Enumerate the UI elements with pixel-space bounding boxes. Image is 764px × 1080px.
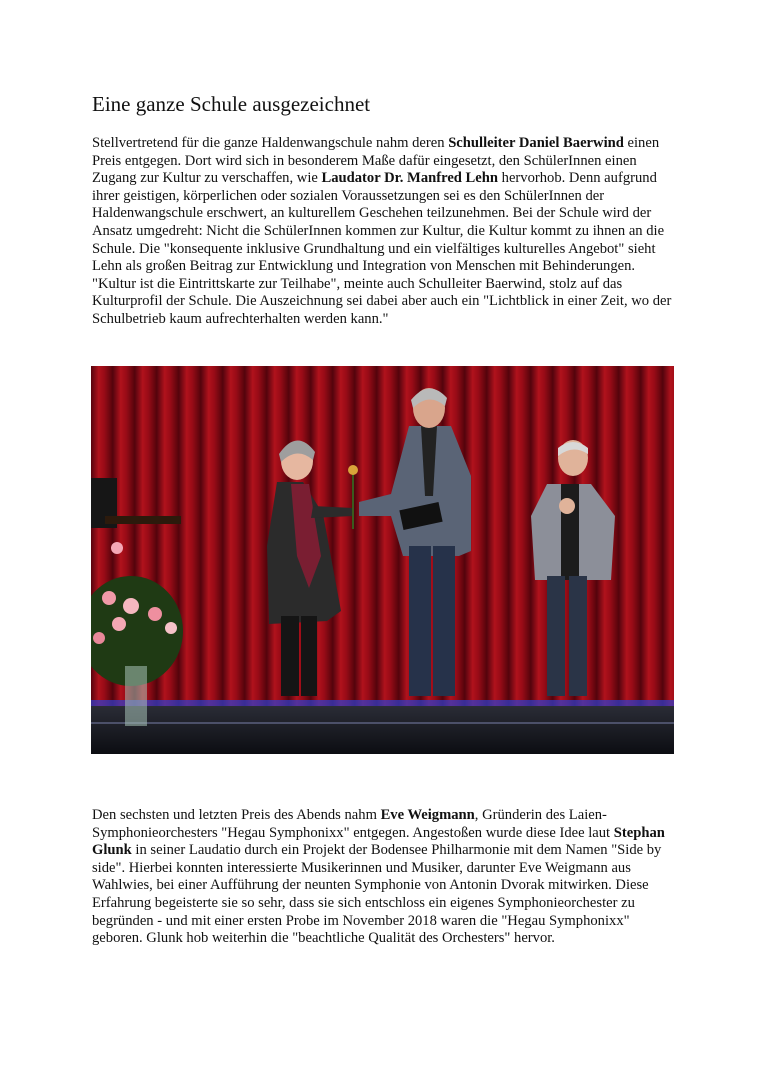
para2-text-1: Den sechsten und letzten Preis des Abends nahm bbox=[92, 807, 381, 823]
para1-text-2: einen Preis entgegen. Dort wird sich in besonderem Maße dafür eingesetzt, den SchülerInnen einen Zugang zur Kultur zu verschaffen, wie bbox=[92, 135, 660, 187]
paragraph-school-award bbox=[92, 135, 677, 329]
para1-text-3: hervorhob. Denn aufgrund ihrer geistigen, körperlichen oder sozialen Voraussetzungen sei es den SchülerInnen der Haldenwangschule erschwert, an kulturellem Geschehen teilzunehmen. Bei der Schule wird der Ansatz umgedreht: Nicht die SchülerInnen kommen zur Kultur, die Kultur kommt zu ihnen an die Schule. Die "konsequente inklusive Grundhaltung und ein vielfältiges kulturelles Angebot" sieht Lehn als großen Beitrag zur Entwicklung und Integration von Menschen mit Behinderungen. "Kultur ist die Eintrittskarte zur Teilhabe", meinte auch Schulleiter Baerwind, stolz auf das Kulturprofil der Schule. Die Auszeichnung sei dabei aber auch ein "Lichtblick in einer Zeit, wo der Schulbetrieb kaum aufrechterhalten werden kann." bbox=[92, 170, 672, 327]
para2-bold-eve-weigmann: Eve Weigmann bbox=[380, 807, 475, 823]
para2-bold-stephan-glunk: Stephan Glunk bbox=[92, 824, 665, 859]
para2-text-3: in seiner Laudatio durch ein Projekt der Bodensee Philharmonie mit dem Namen "Side by side". Hierbei konnten interessierte Musikerinnen und Musiker, darunter Eve Weigmann aus Wahlwies, bei einer Aufführung der neunten Symphonie von Antonin Dvorak mitwirken. Diese Erfahrung begeisterte sie so sehr, dass sie sich entschloss ein eigenes Symphonieorchester zu begründen - und mit einer ersten Probe im November 2018 waren die "Hegau Symphonixx" geboren. Glunk hob weiterhin die "beachtliche Qualität des Orchesters" hervor. bbox=[92, 842, 662, 947]
paragraph-symphonixx-award bbox=[92, 807, 677, 948]
award-ceremony-photo bbox=[91, 366, 674, 754]
para1-bold-laudator: Laudator Dr. Manfred Lehn bbox=[321, 170, 498, 187]
para1-bold-principal: Schulleiter Daniel Baerwind bbox=[448, 135, 624, 151]
article-title: Eine ganze Schule ausgezeichnet bbox=[92, 92, 371, 116]
para1-text-1: Stellvertretend für die ganze Haldenwangschule nahm deren bbox=[92, 135, 449, 151]
stage-floor bbox=[91, 706, 674, 754]
para2-text-2: , Gründerin des Laien-Symphonieorchesters "Hegau Symphonixx" entgegen. Angestoßen wurde diese Idee laut bbox=[92, 807, 614, 841]
